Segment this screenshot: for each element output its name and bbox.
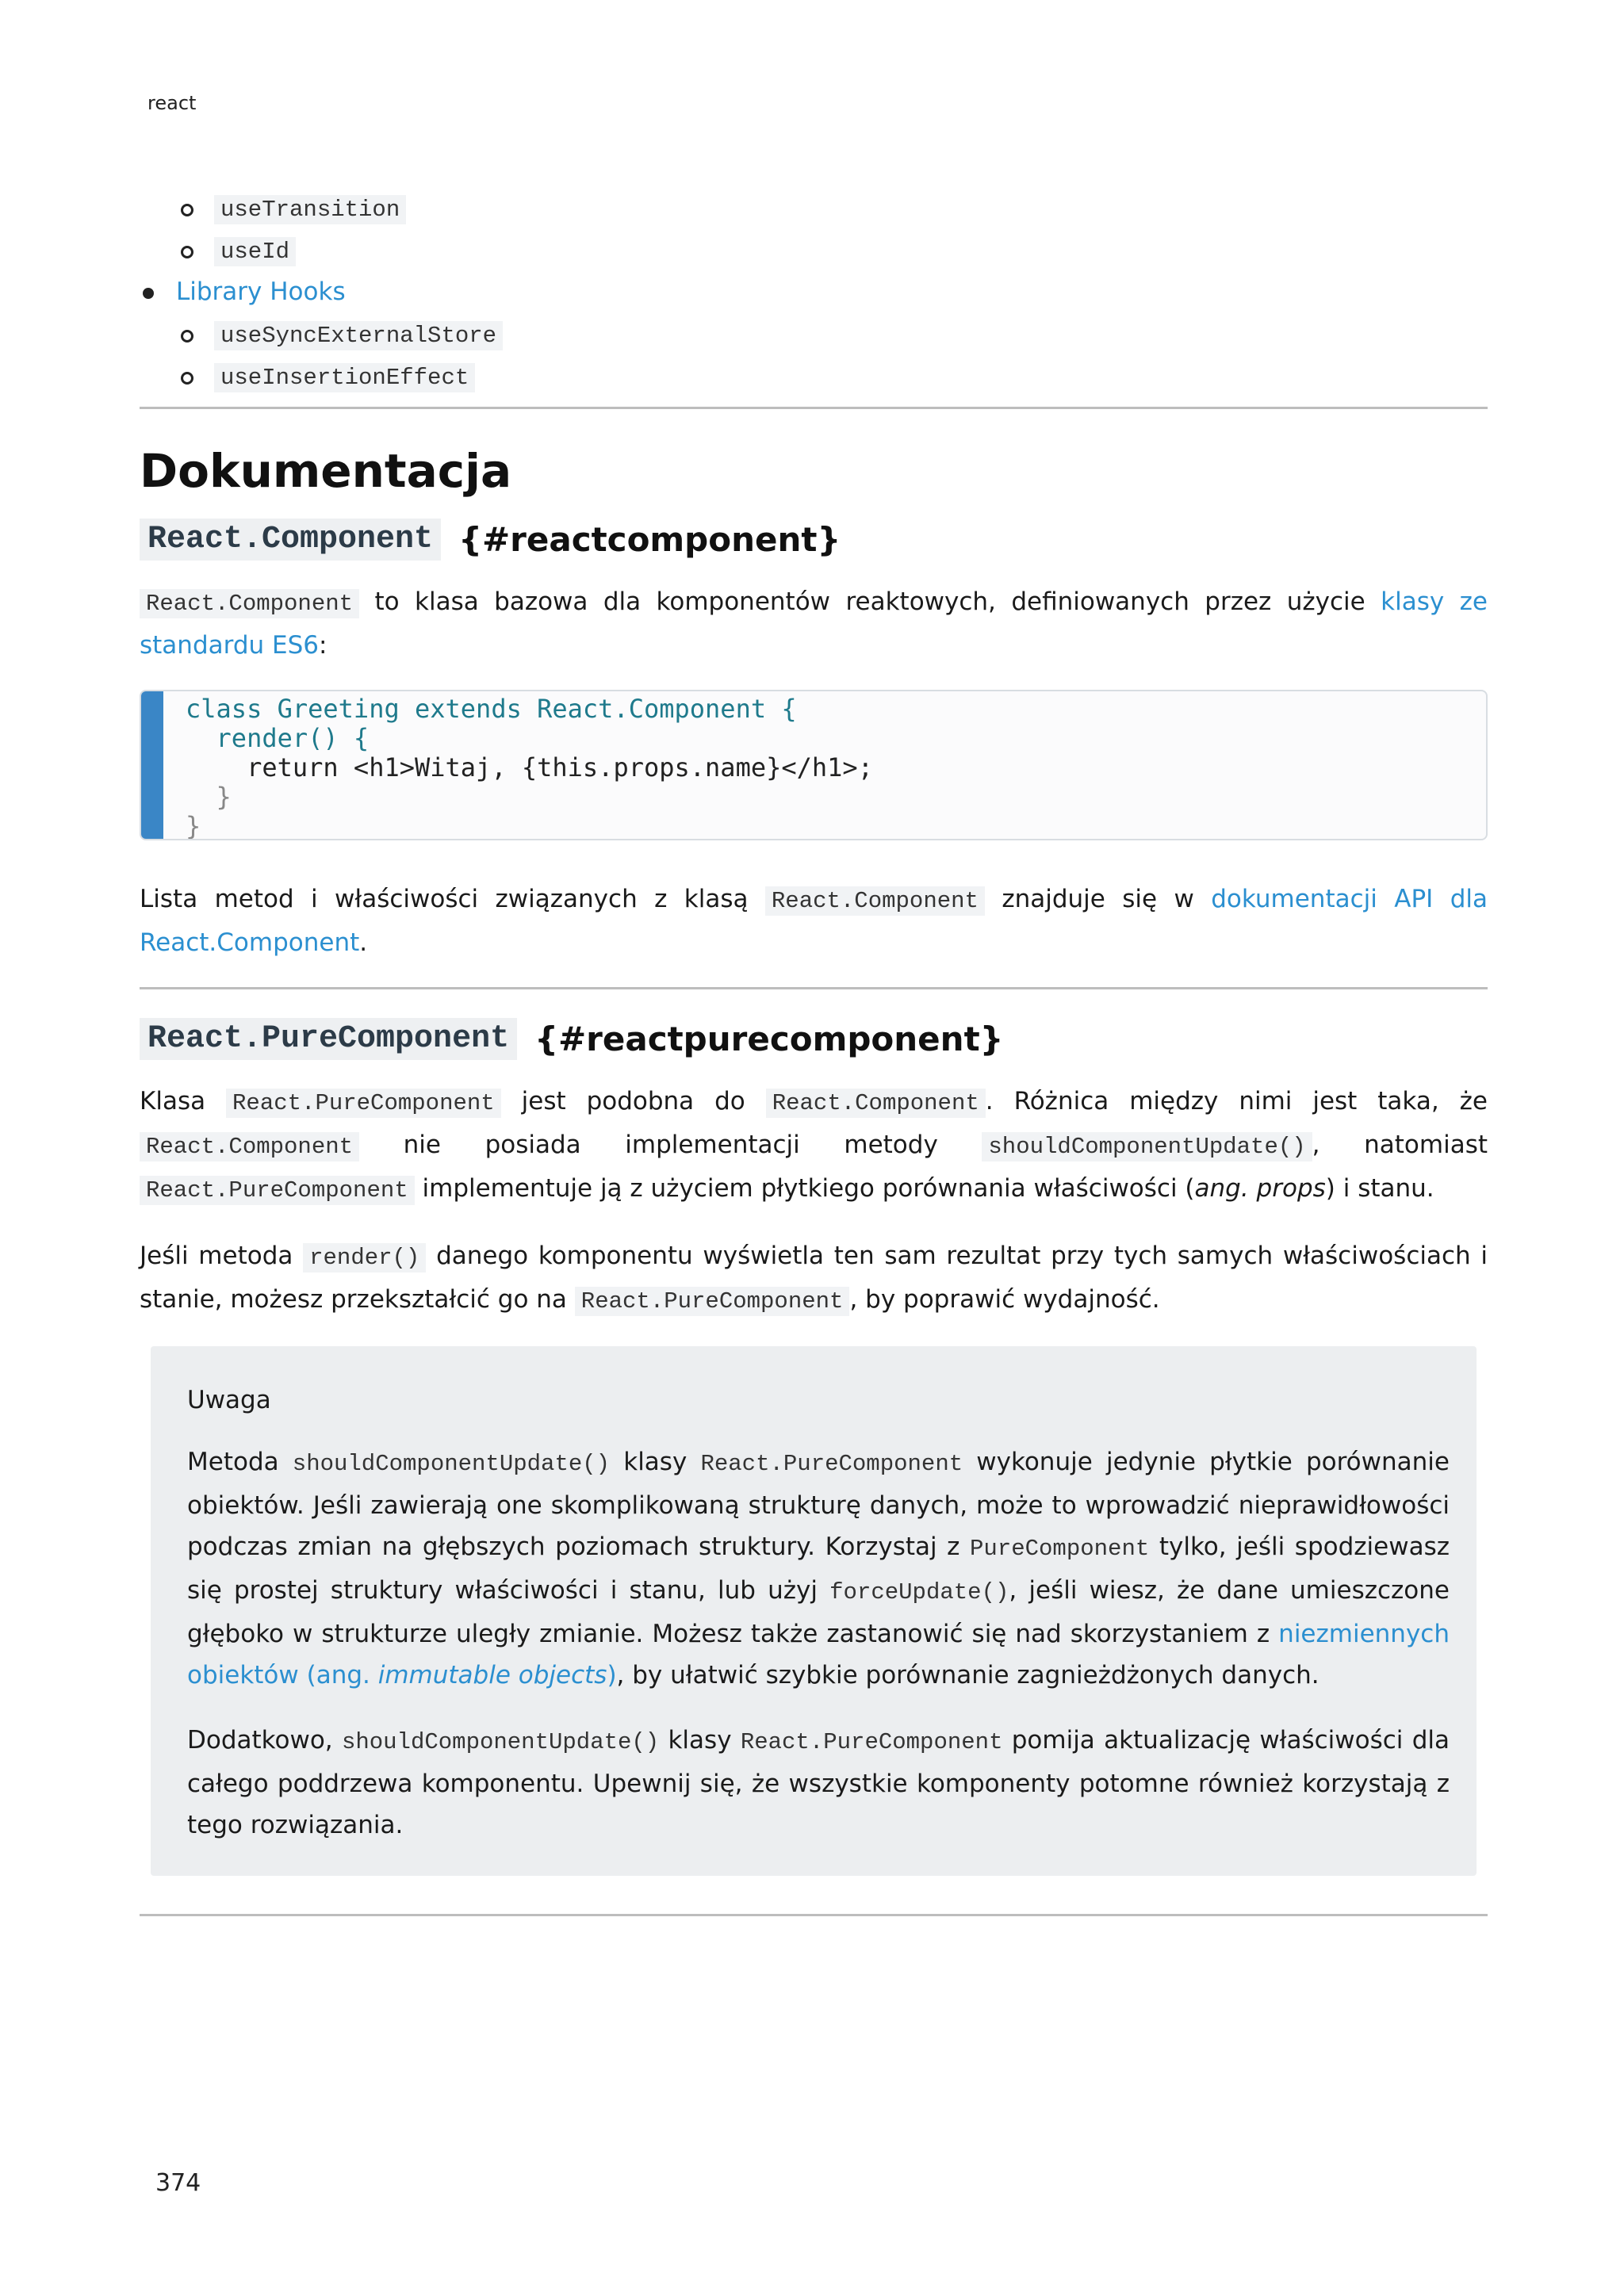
- link-es6-classes[interactable]: klasy ze standardu ES6: [140, 587, 1488, 660]
- inline-code: React.Component: [140, 589, 359, 618]
- page-number: 374: [155, 2169, 201, 2197]
- toc-item-label: useInsertionEffect: [214, 363, 475, 392]
- toc-item[interactable]: [140, 313, 1488, 355]
- page-header: react: [147, 92, 197, 114]
- toc-item[interactable]: [140, 229, 1488, 271]
- toc-item[interactable]: [140, 271, 1488, 313]
- circle-bullet-icon: [181, 246, 193, 258]
- inline-code: React.Component: [140, 1132, 359, 1161]
- paragraph: Lista metod i właściwości związanych z klasą React.Component znajduje się w dokumentacji API dla React.Component.: [140, 885, 1488, 957]
- inline-code: React.PureComponent: [140, 1176, 415, 1205]
- code-line-3: return <h1>Witaj, {this.props.name}</h1>;: [186, 752, 873, 783]
- inline-code: shouldComponentUpdate(): [341, 1729, 660, 1755]
- note-title: Uwaga: [187, 1386, 271, 1414]
- page-content: [140, 187, 1488, 1916]
- toc-item-label: useTransition: [214, 195, 406, 224]
- inline-code: shouldComponentUpdate(): [292, 1451, 611, 1477]
- inline-code: React.PureComponent: [575, 1287, 850, 1316]
- circle-bullet-icon: [181, 330, 193, 342]
- toc-item-label: useId: [214, 237, 296, 266]
- inline-code: React.Component: [765, 886, 985, 916]
- toc-item[interactable]: [140, 187, 1488, 229]
- inline-code: forceUpdate(): [829, 1579, 1009, 1605]
- toc-item[interactable]: [140, 355, 1488, 397]
- heading-anchor: {#reactpurecomponent}: [534, 1020, 1004, 1058]
- section-heading-react-purecomponent: [140, 1018, 1488, 1060]
- paragraph: Jeśli metoda render() danego komponentu wyświetla ten sam rezultat przy tych samych właściwościach i stanie, możesz przekształcić go na React.PureComponent , by poprawić wydajność.: [140, 1242, 1488, 1314]
- inline-code: React.Component: [766, 1089, 986, 1118]
- code-block: [140, 690, 1488, 840]
- divider: [140, 987, 1488, 989]
- code-block-accent-bar: [141, 691, 163, 839]
- code-line-2: render() {: [186, 723, 370, 753]
- divider: [140, 407, 1488, 409]
- toc-list: [140, 187, 1488, 397]
- code-block-content: [186, 695, 873, 840]
- section-heading-react-component: [140, 519, 1488, 561]
- inline-code: render(): [303, 1243, 426, 1272]
- inline-code: React.PureComponent: [226, 1089, 501, 1118]
- heading-code: React.Component: [140, 519, 441, 561]
- circle-bullet-icon: [181, 372, 193, 385]
- disc-bullet-icon: [143, 288, 154, 299]
- inline-code: shouldComponentUpdate(): [982, 1132, 1312, 1161]
- link-immutable-objects[interactable]: niezmiennych obiektów (ang. immutable objects): [187, 1620, 1450, 1689]
- note-callout: [151, 1346, 1477, 1876]
- heading-anchor: {#reactcomponent}: [458, 520, 841, 559]
- code-line-5: }: [186, 811, 201, 840]
- heading-code: React.PureComponent: [140, 1018, 517, 1060]
- inline-code: React.PureComponent: [740, 1729, 1003, 1755]
- inline-code: PureComponent: [970, 1536, 1150, 1562]
- link-api-docs[interactable]: dokumentacji API dla React.Component: [140, 885, 1488, 957]
- paragraph: React.Component to klasa bazowa dla komponentów reaktowych, definiowanych przez użycie klasy ze standardu ES6:: [140, 587, 1488, 660]
- page-title: Dokumentacja: [140, 444, 512, 498]
- note-paragraph: Dodatkowo, shouldComponentUpdate() klasy React.PureComponent pomija aktualizację właściwości dla całego poddrzewa komponentu. Upewnij się, że wszystkie komponenty potomne również korzystają z tego rozwiązania.: [187, 1726, 1450, 1839]
- note-paragraph: Metoda shouldComponentUpdate() klasy React.PureComponent wykonuje jedynie płytkie porównanie obiektów. Jeśli zawierają one skomplikowaną strukturę danych, może to wprowadzić nieprawidłowości podczas zmian na głębszych poziomach struktury. Korzystaj z PureComponent tylko, jeśli spodziewasz się prostej struktury właściwości i stanu, lub użyj forceUpdate(), jeśli wiesz, że dane umieszczone głęboko w strukturze uległy zmianie. Możesz także zastanowić się nad skorzystaniem z niezmiennych obiektów (ang. immutable objects), by ułatwić szybkie porównanie zagnieżdżonych danych.: [187, 1448, 1450, 1689]
- code-line-4: }: [186, 782, 232, 812]
- code-line-1: class Greeting extends React.Component {: [186, 694, 797, 724]
- divider: [140, 1914, 1488, 1916]
- paragraph: Klasa React.PureComponent jest podobna do React.Component . Różnica między nimi jest taka, że React.Component nie posiada implementacji metody shouldComponentUpdate() , natomiast React.PureComponent implementuje ją z użyciem płytkiego porównania właściwości (ang. props) i stanu.: [140, 1087, 1488, 1203]
- toc-link-library-hooks[interactable]: Library Hooks: [176, 277, 346, 306]
- circle-bullet-icon: [181, 204, 193, 216]
- inline-code: React.PureComponent: [700, 1451, 963, 1477]
- toc-item-label: useSyncExternalStore: [214, 321, 503, 350]
